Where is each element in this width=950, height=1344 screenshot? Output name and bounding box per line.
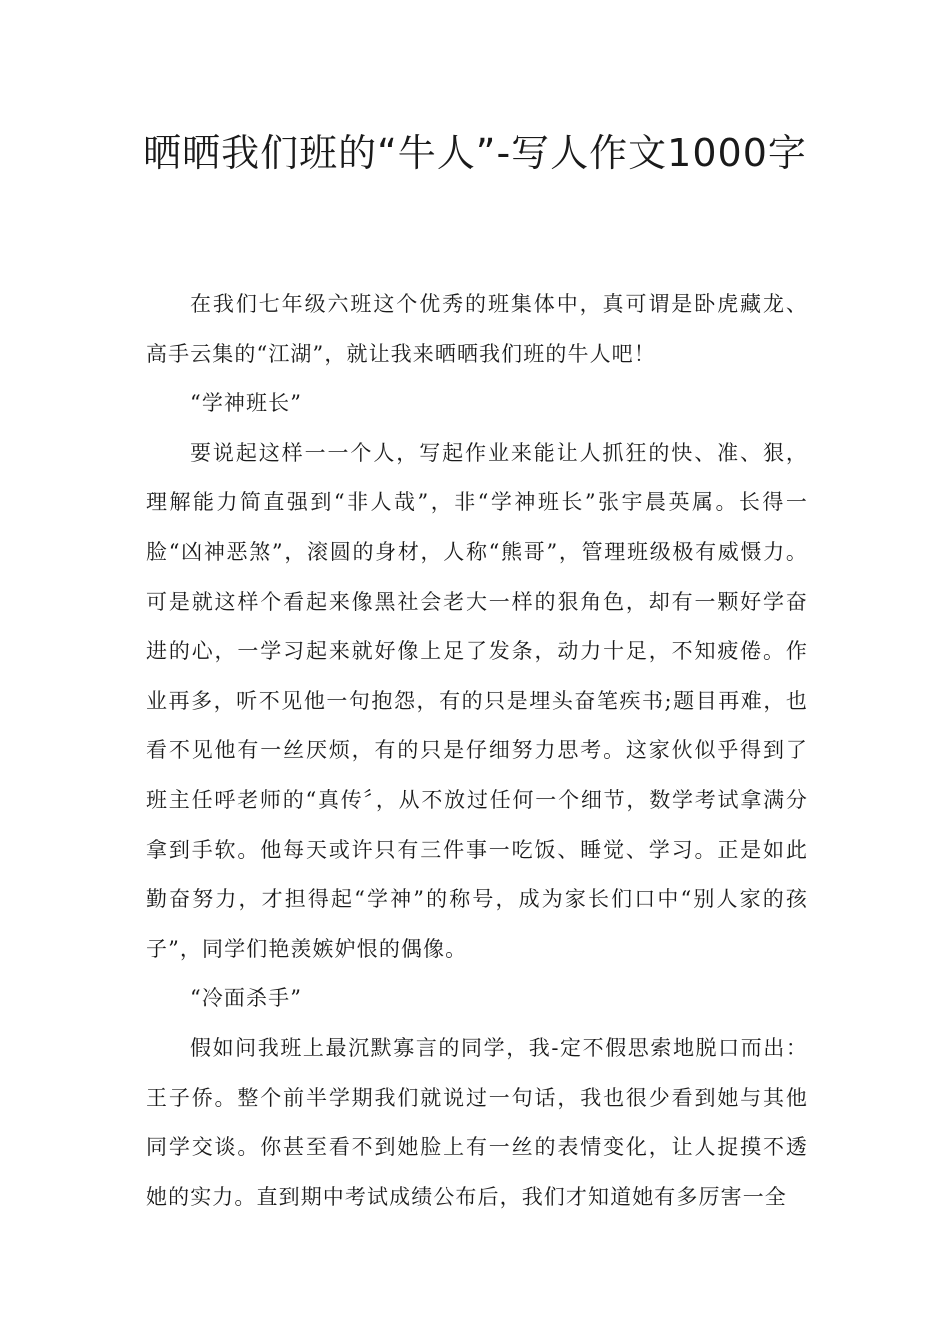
paragraph-xueshen: 要说起这样一一个人，写起作业来能让人抓狂的快、准、狠，理解能力简直强到“非人哉”，非“学神班长”张宇晨英属。长得一脸“凶神恶煞”，滚圆的身材，人称“熊哥”，管理班级极有威慑力。可是就这样个看起来像黑社会老大一样的狠角色，却有一颗好学奋进的心，一学习起来就好像上足了发条，动力十足，不知疲倦。作业再多，听不见他一句抱怨，有的只是埋头奋笔疾书;题目再难，也看不见他有一丝厌烦，有的只是仔细努力思考。这家伙似乎得到了班主任呼老师的“真传〞，从不放过任何一个细节，数学考试拿满分拿到手软。他每天或许只有三件事一吃饭、睡觉、学习。正是如此勤奋努力，才担得起“学神”的称号，成为家长们口中“别人家的孩子”，同学们艳羡嫉妒恨的偶像。 [146,440,808,961]
paragraph-lengmian: 假如问我班上最沉默寡言的同学，我-定不假思索地脱口而出：王子侨。整个前半学期我们就说过一句话，我也很少看到她与其他同学交谈。你甚至看不到她脸上有一丝的表情变化，让人捉摸不透她的实力。直到期中考试成绩公布后，我们才知道她有多厉害一全 [146,1035,808,1209]
document-body [146,280,808,1222]
document-title: 晒晒我们班的“牛人”-写人作文1000字 [143,131,807,175]
section-heading-xueshen: “学神班长” [190,391,303,416]
paragraph-intro: 在我们七年级六班这个优秀的班集体中，真可谓是卧虎藏龙、高手云集的“江湖”，就让我来晒晒我们班的牛人吧！ [146,292,808,366]
section-heading-lengmian: “冷面杀手” [190,986,303,1011]
